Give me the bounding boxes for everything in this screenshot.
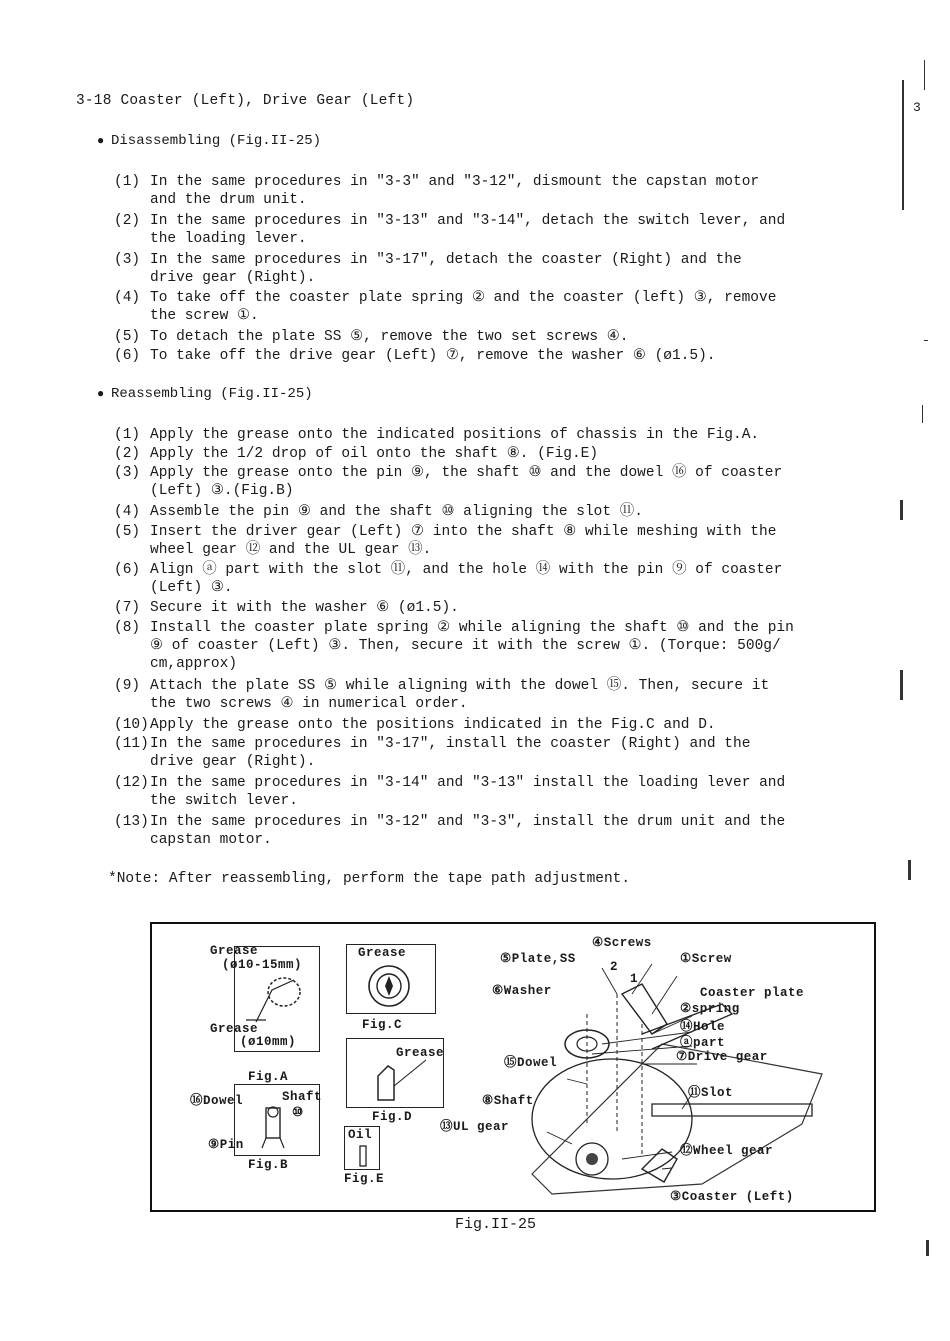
reassembling-step: (1) Apply the grease onto the indicated positions of chassis in the Fig.A. [114,427,760,443]
fig-d-drawing [364,1056,434,1106]
reassembling-step: (2) Apply the 1/2 drop of oil onto the shaft ⑧. (Fig.E) [114,446,599,462]
callout-coaster-plate: Coaster plate [700,986,805,1000]
callout-wheel-gear: ⑫Wheel gear [680,1144,774,1158]
callout-num-2: 2 [610,960,619,974]
scan-mark [924,60,925,90]
callout-screw: ①Screw [680,952,732,966]
fig-e-oil: Oil [348,1128,373,1142]
disassembling-step: (2) In the same procedures in "3-13" and "3-14", detach the switch lever, and the loading lever. [114,213,786,247]
disassembling-step: (1) In the same procedures in "3-3" and "3-12", dismount the capstan motor and the drum unit. [114,174,760,208]
reassembling-step: (7) Secure it with the washer ⑥ (ø1.5). [114,600,459,616]
disassembling-step: (5) To detach the plate SS ⑤, remove the two set screws ④. [114,329,629,345]
callout-shaft: ⑧Shaft [482,1094,534,1108]
fig-c-grease: Grease [358,946,407,960]
callout-hole: ⑭Hole [680,1020,726,1034]
reassembling-step: (5) Insert the driver gear (Left) ⑦ into the shaft ⑧ while meshing with the wheel gear ⑫ and the UL gear ⑬. [114,524,777,558]
reassembling-step: (13)In the same procedures in "3-12" and "3-3", install the drum unit and the capstan motor. [114,814,786,848]
fig-a-grease-bottom: Grease [210,1022,259,1036]
callout-part: ⓐpart [680,1036,726,1050]
disassembling-heading-text: Disassembling (Fig.II-25) [111,133,322,149]
scan-mark [900,670,903,700]
bullet-icon: ● [97,387,105,401]
callout-slot: ⑪Slot [688,1086,734,1100]
reassembling-step: (9) Attach the plate SS ⑤ while aligning with the dowel ⑮. Then, secure it the two screws ④ in numerical order. [114,678,770,712]
page-title: 3-18 Coaster (Left), Drive Gear (Left) [76,93,415,109]
callout-spring: ②spring [680,1002,740,1016]
reassembling-heading-text: Reassembling (Fig.II-25) [111,386,313,402]
fig-c-label: Fig.C [362,1018,403,1032]
fig-e-drawing [356,1144,370,1168]
fig-a-grease-top: Grease [210,944,259,958]
fig-a-size-bottom: (ø10mm) [240,1035,297,1049]
scan-mark [922,405,923,423]
callout-num-1: 1 [630,972,639,986]
figure-caption: Fig.II-25 [455,1216,537,1233]
note: *Note: After reassembling, perform the tape path adjustment. [108,871,631,887]
fig-e-label: Fig.E [344,1172,385,1186]
fig-b-drawing [252,1100,302,1150]
fig-b-pin: ⑨Pin [208,1138,244,1152]
reassembling-step: (6) Align ⓐ part with the slot ⑪, and the hole ⑭ with the pin ⑨ of coaster (Left) ③. [114,562,783,596]
reassembling-step: (12)In the same procedures in "3-14" and "3-13" install the loading lever and the switch lever. [114,775,786,809]
callout-ul-gear: ⑬UL gear [440,1120,510,1134]
scan-mark [924,340,928,341]
reassembling-step: (11)In the same procedures in "3-17", install the coaster (Right) and the drive gear (Right). [114,736,751,770]
bullet-icon: ● [97,134,105,148]
callout-washer: ⑥Washer [492,984,552,998]
callout-screws: ④Screws [592,936,652,950]
reassembling-step: (3) Apply the grease onto the pin ⑨, the shaft ⑩ and the dowel ⑯ of coaster (Left) ③.(Fig.B) [114,465,783,499]
margin-page-number: 3 [913,100,921,115]
callout-coaster-left: ③Coaster (Left) [670,1190,794,1204]
disassembling-heading [97,133,321,149]
reassembling-step: (4) Assemble the pin ⑨ and the shaft ⑩ aligning the slot ⑪. [114,504,643,520]
scan-mark [926,1240,929,1256]
reassembling-step: (10)Apply the grease onto the positions indicated in the Fig.C and D. [114,717,716,733]
scan-mark [902,80,904,210]
disassembling-step: (4) To take off the coaster plate spring ② and the coaster (left) ③, remove the screw ①. [114,290,777,324]
disassembling-step: (6) To take off the drive gear (Left) ⑦, remove the washer ⑥ (ø1.5). [114,348,716,364]
fig-d-label: Fig.D [372,1110,413,1124]
callout-plate-ss: ⑤Plate,SS [500,952,576,966]
fig-b-shaft-num: ⑩ [292,1106,304,1120]
fig-a-label: Fig.A [248,1070,289,1084]
reassembling-heading [97,386,313,402]
fig-b-shaft: Shaft [282,1090,323,1104]
fig-c-drawing [364,964,414,1010]
fig-b-dowel: ⑯Dowel [190,1094,244,1108]
scan-mark [900,500,903,520]
figure-frame [150,922,876,1212]
scan-mark [908,860,911,880]
callout-drive-gear: ⑦Drive gear [676,1050,768,1064]
fig-b-label: Fig.B [248,1158,289,1172]
fig-a-drawing [236,972,316,1026]
fig-d-grease: Grease [396,1046,445,1060]
disassembling-step: (3) In the same procedures in "3-17", detach the coaster (Right) and the drive gear (Right). [114,252,742,286]
callout-dowel: ⑮Dowel [504,1056,558,1070]
fig-a-size-top: (ø10-15mm) [222,958,303,972]
reassembling-step: (8) Install the coaster plate spring ② while aligning the shaft ⑩ and the pin ⑨ of coaster (Left) ③. Then, secure it with the screw ①. (Torque: 500g/ cm,approx) [114,620,794,672]
